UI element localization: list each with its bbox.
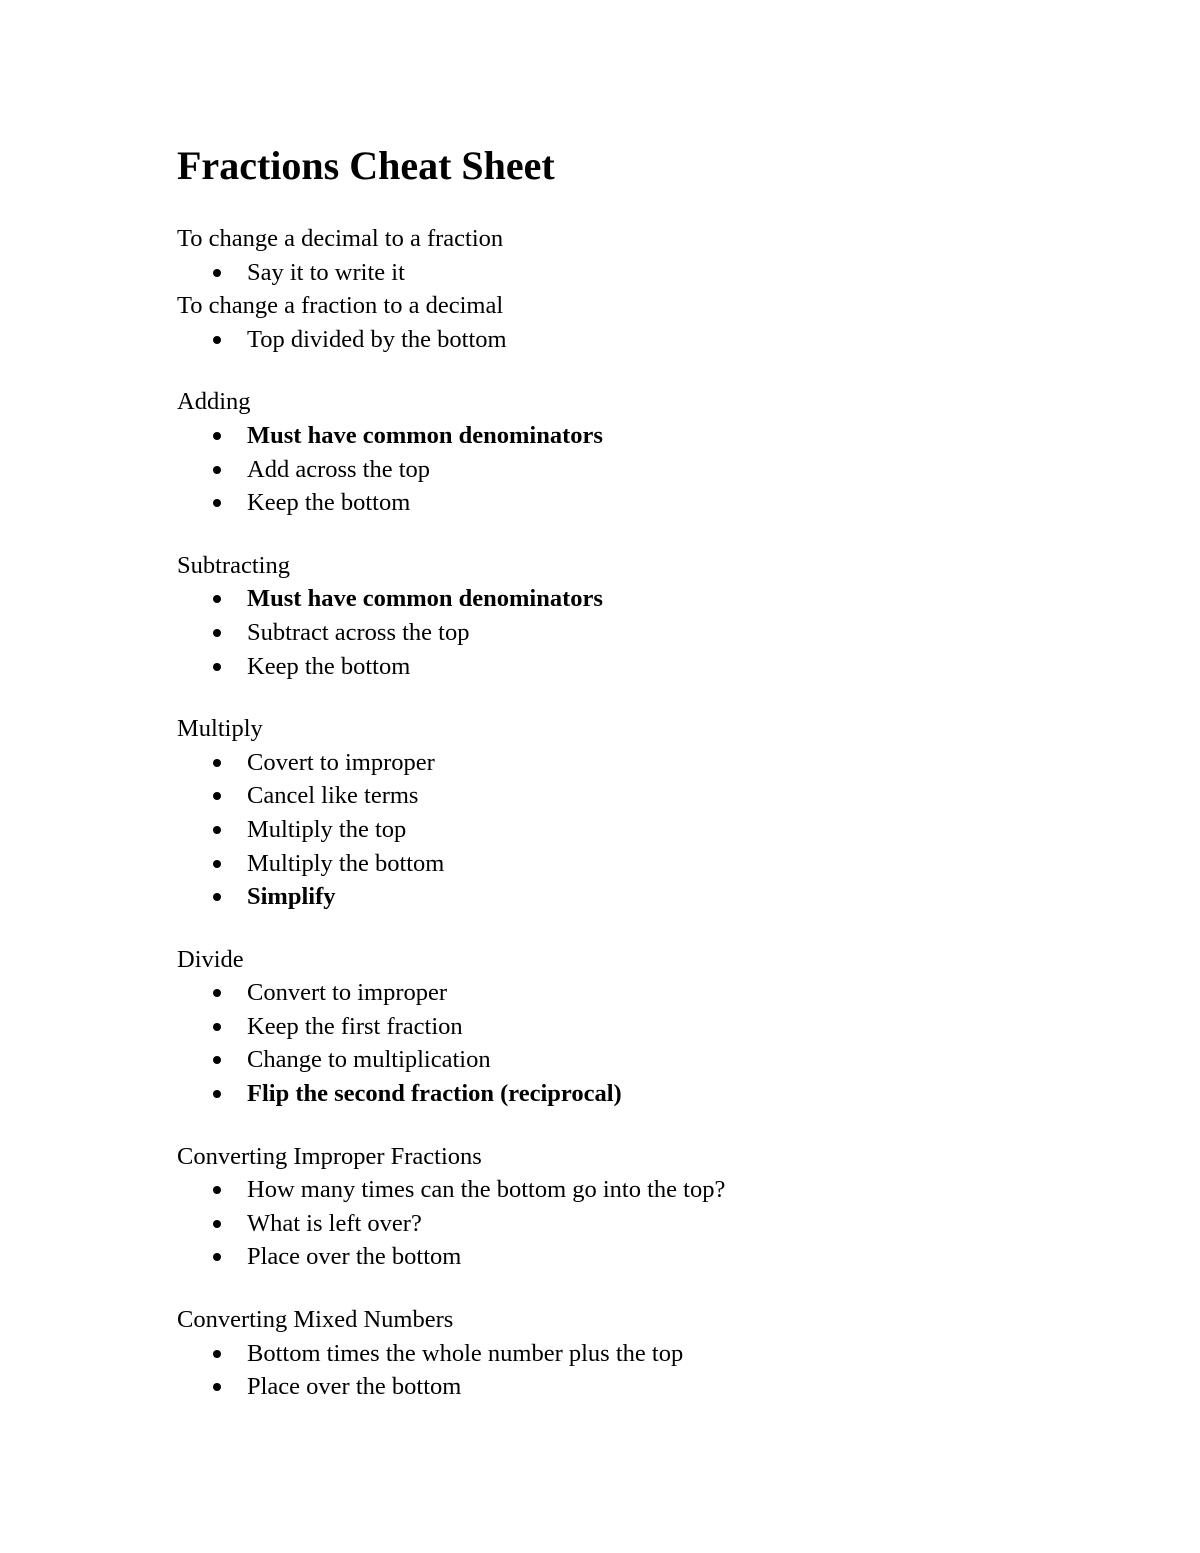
list-item-text: Top divided by the bottom bbox=[247, 325, 507, 353]
list-item bbox=[177, 582, 1137, 616]
list-item bbox=[177, 880, 1137, 914]
bullet-icon bbox=[213, 989, 221, 997]
list-item bbox=[177, 453, 1137, 487]
bullet-icon bbox=[213, 1056, 221, 1064]
list-item-text: Say it to write it bbox=[247, 258, 405, 286]
section-multiply bbox=[177, 712, 1137, 914]
section-heading: Converting Mixed Numbers bbox=[177, 1306, 454, 1334]
bullet-list bbox=[177, 419, 1137, 520]
document-content bbox=[177, 222, 1137, 1404]
bullet-icon bbox=[213, 1186, 221, 1194]
list-item-text: Must have common denominators bbox=[247, 421, 603, 449]
bullet-icon bbox=[213, 432, 221, 440]
bullet-icon bbox=[213, 1023, 221, 1031]
list-item bbox=[177, 847, 1137, 881]
list-item bbox=[177, 1240, 1137, 1274]
list-item bbox=[177, 746, 1137, 780]
section-heading: Subtracting bbox=[177, 551, 290, 579]
list-item-text: Multiply the bottom bbox=[247, 849, 445, 877]
list-item-text: Covert to improper bbox=[247, 748, 435, 776]
section-heading: Adding bbox=[177, 388, 251, 416]
list-item bbox=[177, 1173, 1137, 1207]
list-item bbox=[177, 1207, 1137, 1241]
section-converting-improper-fractions bbox=[177, 1140, 1137, 1274]
section-adding bbox=[177, 385, 1137, 519]
section-heading: Converting Improper Fractions bbox=[177, 1142, 482, 1170]
bullet-icon bbox=[213, 1350, 221, 1358]
list-item-text: Add across the top bbox=[247, 455, 431, 483]
bullet-icon bbox=[213, 1090, 221, 1098]
page-title: Fractions Cheat Sheet bbox=[177, 143, 555, 188]
list-item bbox=[177, 976, 1137, 1010]
list-item-text: Subtract across the top bbox=[247, 618, 470, 646]
list-item-text: Keep the bottom bbox=[247, 652, 411, 680]
list-item-text: Multiply the top bbox=[247, 815, 407, 843]
list-item-text: Place over the bottom bbox=[247, 1243, 462, 1271]
list-item bbox=[177, 650, 1137, 684]
bullet-icon bbox=[213, 1220, 221, 1228]
bullet-icon bbox=[213, 826, 221, 834]
list-item-text: Must have common denominators bbox=[247, 585, 603, 613]
list-item-text: Keep the bottom bbox=[247, 489, 411, 517]
list-item-text: Cancel like terms bbox=[247, 782, 419, 810]
list-item-text: Place over the bottom bbox=[247, 1373, 462, 1401]
list-item-text: How many times can the bottom go into the top? bbox=[247, 1176, 726, 1204]
list-item bbox=[177, 1337, 1137, 1371]
bullet-icon bbox=[213, 466, 221, 474]
list-item bbox=[177, 1077, 1137, 1111]
section-subtracting bbox=[177, 549, 1137, 683]
list-item-text: What is left over? bbox=[247, 1209, 422, 1237]
section-to-change-a-fraction-to-a-decimal bbox=[177, 289, 1137, 356]
bullet-icon bbox=[213, 629, 221, 637]
section-converting-mixed-numbers bbox=[177, 1303, 1137, 1404]
bullet-list bbox=[177, 746, 1137, 914]
list-item bbox=[177, 323, 1137, 357]
list-item-text: Change to multiplication bbox=[247, 1046, 491, 1074]
bullet-list bbox=[177, 1337, 1137, 1404]
list-item bbox=[177, 419, 1137, 453]
list-item bbox=[177, 779, 1137, 813]
bullet-icon bbox=[213, 663, 221, 671]
list-item-text: Simplify bbox=[247, 883, 336, 911]
section-heading: To change a decimal to a fraction bbox=[177, 225, 504, 252]
bullet-icon bbox=[213, 499, 221, 507]
bullet-icon bbox=[213, 1383, 221, 1391]
list-item bbox=[177, 486, 1137, 520]
list-item bbox=[177, 813, 1137, 847]
list-item bbox=[177, 256, 1137, 290]
section-heading: Divide bbox=[177, 945, 244, 973]
bullet-icon bbox=[213, 1253, 221, 1261]
bullet-list bbox=[177, 976, 1137, 1110]
bullet-icon bbox=[213, 893, 221, 901]
list-item bbox=[177, 1010, 1137, 1044]
section-to-change-a-decimal-to-a-fraction bbox=[177, 222, 1137, 289]
bullet-list bbox=[177, 256, 1137, 290]
list-item-text: Flip the second fraction (reciprocal) bbox=[247, 1080, 622, 1108]
bullet-icon bbox=[213, 759, 221, 767]
bullet-icon bbox=[213, 595, 221, 603]
bullet-list bbox=[177, 1173, 1137, 1274]
bullet-icon bbox=[213, 269, 221, 277]
bullet-icon bbox=[213, 336, 221, 344]
list-item-text: Keep the first fraction bbox=[247, 1012, 463, 1040]
list-item bbox=[177, 1370, 1137, 1404]
section-heading: Multiply bbox=[177, 715, 263, 743]
section-heading: To change a fraction to a decimal bbox=[177, 292, 504, 320]
bullet-icon bbox=[213, 792, 221, 800]
section-divide bbox=[177, 943, 1137, 1111]
bullet-icon bbox=[213, 860, 221, 868]
bullet-list bbox=[177, 323, 1137, 357]
list-item-text: Convert to improper bbox=[247, 979, 448, 1007]
bullet-list bbox=[177, 582, 1137, 683]
list-item bbox=[177, 1043, 1137, 1077]
list-item-text: Bottom times the whole number plus the top bbox=[247, 1339, 684, 1367]
list-item bbox=[177, 616, 1137, 650]
